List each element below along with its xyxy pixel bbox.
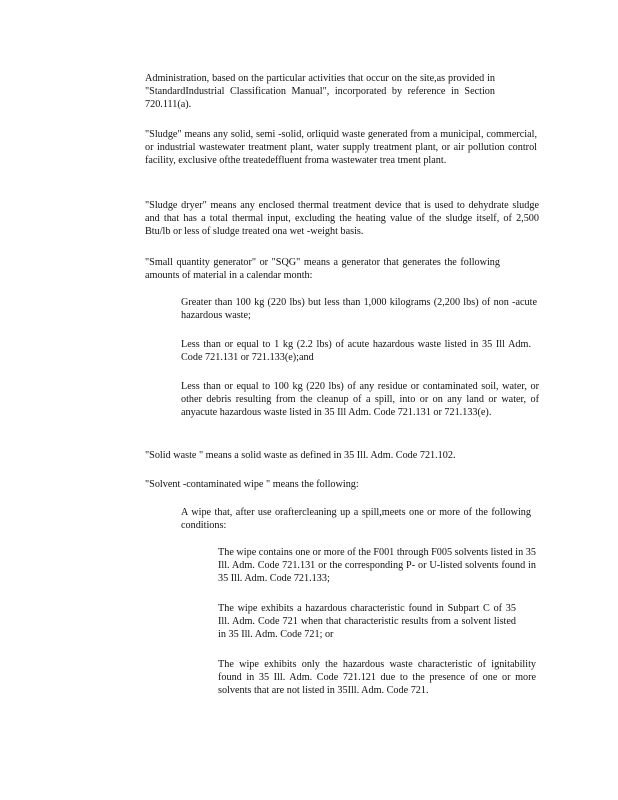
definition-small-quantity-generator: "Small quantity generator" or "SQG" means a generator that generates the following amounts of material in a calendar month:: [145, 257, 500, 282]
definition-sludge-dryer: "Sludge dryer" means any enclosed thermal treatment device that is used to dehydrate sludge and that has a total thermal input, excluding the heating value of the sludge itself, of 2,500 Btu/lb or less of sludge treated ona wet -weight basis.: [145, 200, 539, 238]
definition-sludge: "Sludge" means any solid, semi -solid, orliquid waste generated from a municipal, commercial, or industrial wastewater treatment plant, water supply treatment plant, or air pollution control facility, exclusive ofthe treatedeffluent froma wastewater trea tment plant.: [145, 129, 537, 167]
wipe-condition: The wipe contains one or more of the F001 through F005 solvents listed in 35 Ill. Adm. Code 721.131 or the corresponding P- or U-listed solvents found in 35 Ill. Adm. Code 721.133;: [218, 547, 536, 585]
wipe-condition: The wipe exhibits only the hazardous waste characteristic of ignitability found in 35 Ill. Adm. Code 721.121 due to the presence of one or more solvents that are not listed in 35Ill. Adm. Code 721.: [218, 659, 536, 697]
wipe-condition: The wipe exhibits a hazardous characteristic found in Subpart C of 35 Ill. Adm. Code 721 when that characteristic results from a solvent listed in 35 Ill. Adm. Code 721; or: [218, 603, 516, 641]
sqg-item: Less than or equal to 1 kg (2.2 lbs) of acute hazardous waste listed in 35 Ill Adm. Code 721.131 or 721.133(e);and: [181, 339, 531, 364]
definition-solid-waste: "Solid waste " means a solid waste as defined in 35 Ill. Adm. Code 721.102.: [145, 450, 456, 461]
sqg-item: Greater than 100 kg (220 lbs) but less than 1,000 kilograms (2,200 lbs) of non -acute hazardous waste;: [181, 297, 537, 322]
continuation-paragraph: Administration, based on the particular activities that occur on the site,as provided in "StandardIndustrial Classification Manual", incorporated by reference in Section 720.111(a).: [145, 73, 495, 111]
definition-solvent-contaminated-wipe: "Solvent -contaminated wipe " means the following:: [145, 479, 359, 490]
wipe-item: A wipe that, after use oraftercleaning up a spill,meets one or more of the following conditions:: [181, 507, 531, 532]
sqg-item: Less than or equal to 100 kg (220 lbs) of any residue or contaminated soil, water, or other debris resulting from the cleanup of a spill, into or on any land or water, of anyacute hazardous waste listed in 35 Ill Adm. Code 721.131 or 721.133(e).: [181, 381, 539, 419]
